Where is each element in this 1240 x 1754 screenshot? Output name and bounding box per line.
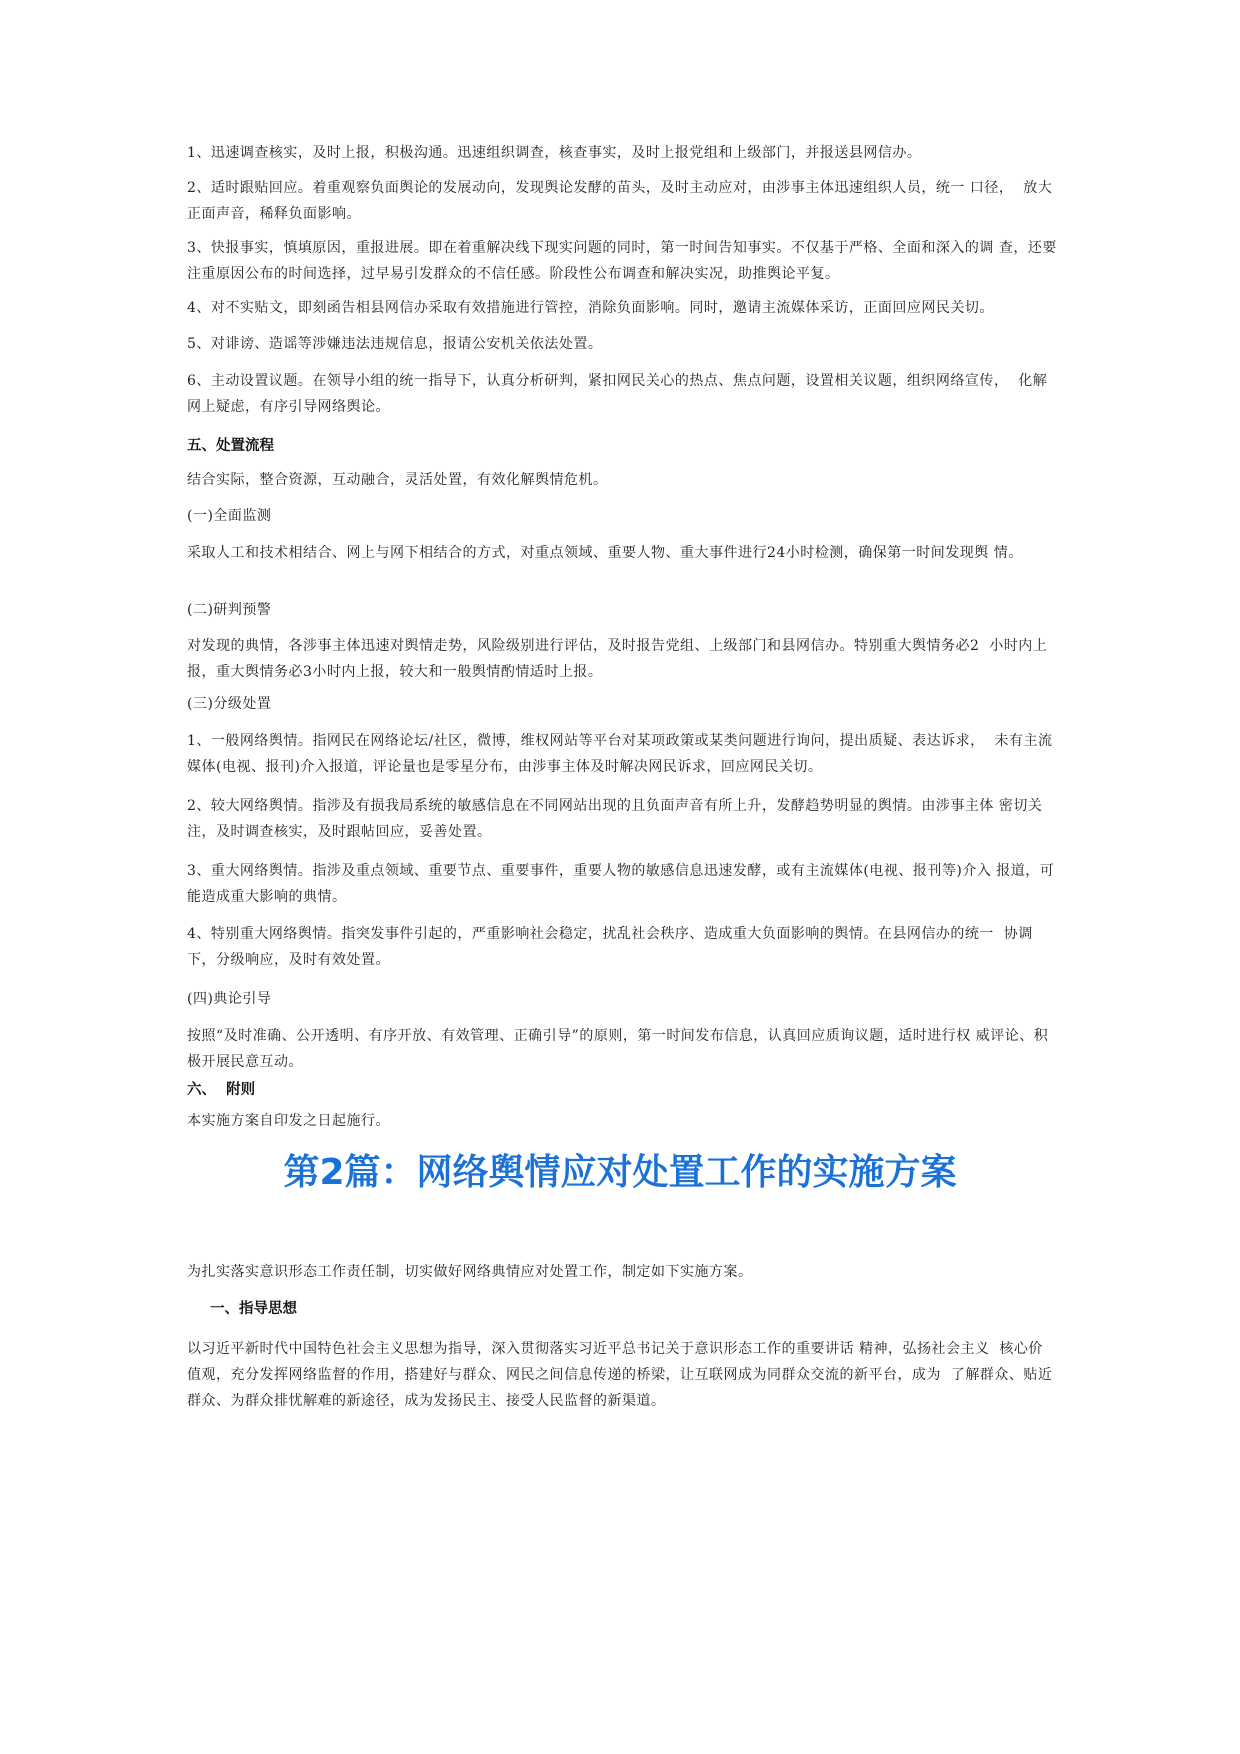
grading-item-1: 1、一般网络舆情。指网民在网络论坛/社区，微博，维权网站等平台对某项政策或某类问题进行询问，提出质疑、表达诉求， 未有主流媒体(电视、报刊)介入报道，评论量也是零星分布，由涉事主体及时解决网民诉求，回应网民关切。 [187, 733, 1053, 775]
article-2-intro: 为扎实落实意识形态工作责任制，切实做好网络典情应对处置工作，制定如下实施方案。 [187, 1264, 753, 1280]
subsection-title-monitor: (一)全面监测 [187, 508, 272, 524]
grading-item-2: 2、较大网络舆情。指涉及有损我局系统的敏感信息在不同网站出现的且负面声音有所上升，发酵趋势明显的舆情。由涉事主体 密切关注，及时调查核实，及时跟帖回应，妥善处置。 [187, 798, 1043, 840]
grading-item-3: 3、重大网络舆情。指涉及重点领域、重要节点、重要事件，重要人物的敏感信息迅速发酵，或有主流媒体(电视、报刊等)介入 报道，可能造成重大影响的典情。 [187, 863, 1055, 905]
warning-text: 对发现的典情，各涉事主体迅速对舆情走势，风险级别进行评估，及时报告党组、上级部门和县网信办。特别重大舆情务必2 小时内上报，重大舆情务必3小时内上报，较大和一般舆情酌情适时上报。 [187, 638, 1048, 680]
response-item-2: 2、适时跟贴回应。着重观察负面舆论的发展动向，发现舆论发酵的苗头，及时主动应对，由涉事主体迅速组织人员，统一 口径， 放大正面声音，稀释负面影响。 [187, 180, 1053, 222]
section-heading-supplementary: 六、 附则 [187, 1082, 256, 1098]
article-2-title: 第2篇：网络舆情应对处置工作的实施方案 [283, 1152, 957, 1193]
process-intro: 结合实际，整合资源，互动融合，灵活处置，有效化解舆情危机。 [187, 472, 608, 488]
subsection-title-guidance: (四)典论引导 [187, 991, 272, 1007]
grading-item-4: 4、特别重大网络舆情。指突发事件引起的，严重影响社会稳定，扰乱社会秩序、造成重大负面影响的舆情。在县网信办的统一 协调下，分级响应，及时有效处置。 [187, 926, 1033, 968]
subsection-title-grading: (三)分级处置 [187, 696, 272, 712]
monitor-text: 采取人工和技术相结合、网上与网下相结合的方式，对重点领域、重要人物、重大事件进行24小时检测，确保第一时间发现舆 情。 [187, 545, 1023, 561]
response-item-3: 3、快报事实，慎填原因，重报进展。即在着重解决线下现实问题的同时，第一时间告知事实。不仅基于严格、全面和深入的调 查，还要注重原因公布的时间选择，过早易引发群众的不信任感。阶段性公布调查和解决实况，助推舆论平复。 [187, 240, 1057, 282]
response-item-6: 6、主动设置议题。在领导小组的统一指导下，认真分析研判，紧扣网民关心的热点、焦点问题，设置相关议题，组织网络宣传， 化解网上疑虑，有序引导网络舆论。 [187, 373, 1048, 415]
response-item-5: 5、对诽谤、造谣等涉嫌违法违规信息，报请公安机关依法处置。 [187, 336, 603, 352]
article-2-guiding-ideology-text: 以习近平新时代中国特色社会主义思想为指导，深入贯彻落实习近平总书记关于意识形态工作的重要讲话 精神，弘扬社会主义 核心价值观，充分发挥网络监督的作用，搭建好与群众、网民之间信息传递的桥梁，让互联网成为同群众交流的新平台，成为 了解群众、贴近群众、为群众排忧解难的新途径，成为发扬民主、接受人民监督的新渠道。 [187, 1341, 1053, 1409]
guidance-text: 按照“及时准确、公开透明、有序开放、有效管理、正确引导”的原则，第一时间发布信息，认真回应质询议题，适时进行权 威评论、积极开展民意互动。 [187, 1028, 1049, 1070]
response-item-4: 4、对不实贴文，即刻函告相县网信办采取有效措施进行管控，消除负面影响。同时，邀请主流媒体采访，正面回应网民关切。 [187, 300, 994, 316]
section-heading-process: 五、处置流程 [187, 438, 274, 454]
supplementary-text: 本实施方案自印发之日起施行。 [187, 1113, 390, 1129]
response-item-1: 1、迅速调查核实，及时上报，积极沟通。迅速组织调查，核查事实，及时上报党组和上级部门，并报送县网信办。 [187, 145, 922, 161]
article-2-heading-guiding-ideology: 一、指导思想 [210, 1301, 297, 1317]
subsection-title-warning: (二)研判预警 [187, 602, 272, 618]
